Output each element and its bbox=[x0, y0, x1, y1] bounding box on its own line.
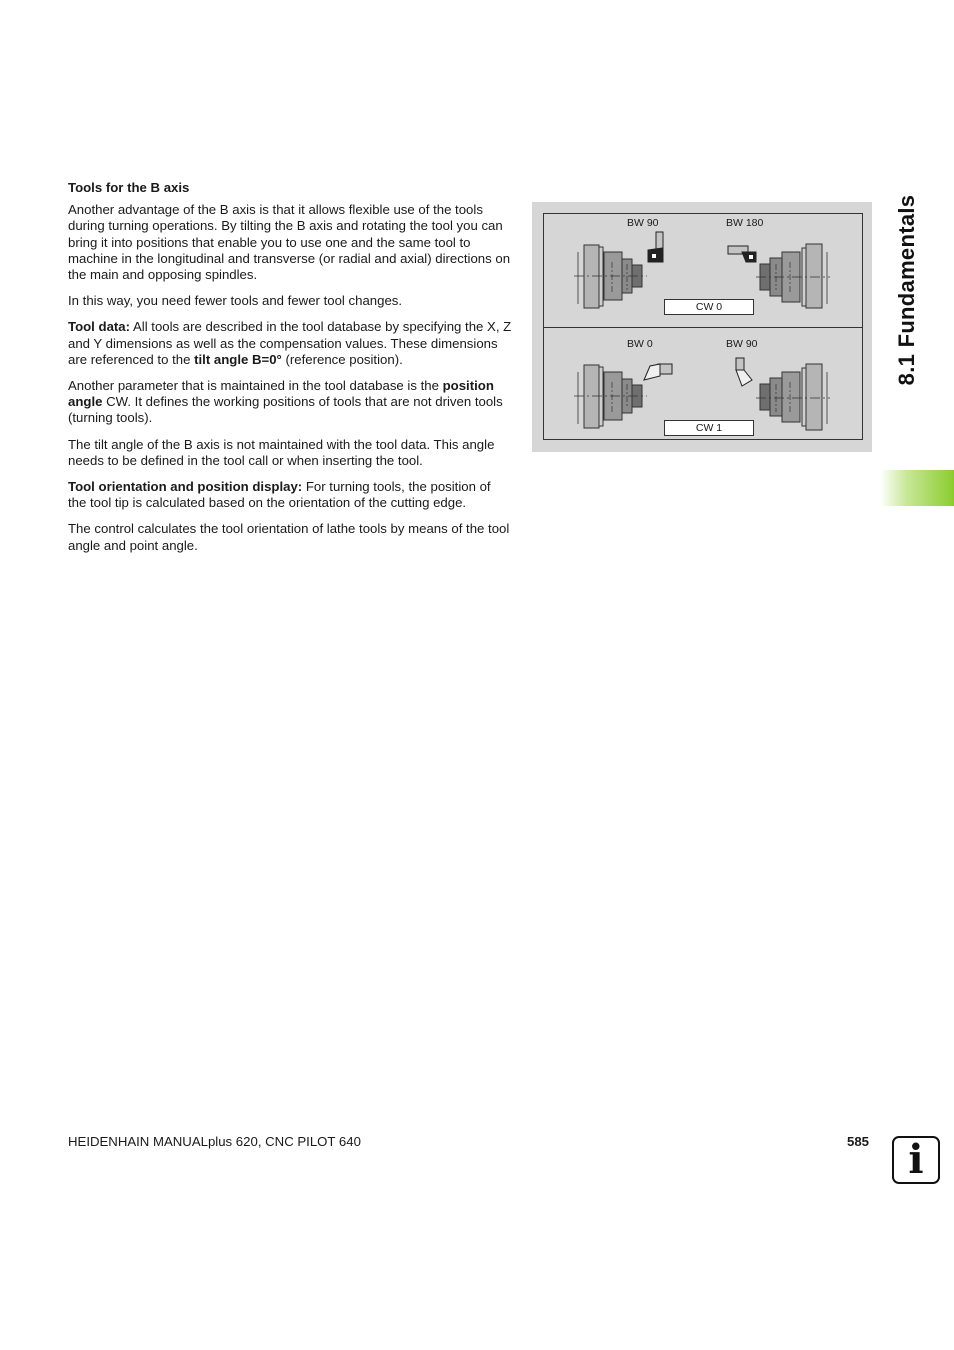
orientation-text: For turning tools, the position of the tool tip is calculated based on the orientation of the cutting edge. bbox=[68, 479, 491, 511]
footer-product: HEIDENHAIN MANUALplus 620, CNC PILOT 640 bbox=[68, 1134, 361, 1149]
section-heading: Tools for the B axis bbox=[68, 180, 190, 195]
chapter-side-title: 8.1 Fundamentals bbox=[894, 194, 919, 386]
tool-data-term: Tool data: bbox=[68, 319, 131, 335]
orientation-term: Tool orientation and position display: bbox=[68, 479, 303, 495]
info-icon-glyph: i bbox=[908, 1136, 924, 1183]
info-icon bbox=[892, 1136, 940, 1184]
paragraph-tool-data bbox=[68, 319, 512, 368]
tool-data-text-a: All tools are described in the tool database by specifying the X, Z and Y dimensions as well as the compensation values. These dimensions are referenced to the bbox=[68, 319, 512, 367]
label-top-bw180: BW 180 bbox=[726, 217, 764, 229]
page-number: 585 bbox=[847, 1134, 870, 1149]
paragraph-fewer-tools: In this way, you need fewer tools and fewer tool changes. bbox=[68, 293, 403, 309]
b-axis-tool-figure bbox=[532, 202, 872, 452]
position-angle-text-a: Another parameter that is maintained in the tool database is the bbox=[68, 378, 443, 394]
figure-drawing bbox=[532, 202, 872, 452]
label-top-bw90: BW 90 bbox=[627, 217, 659, 229]
main-text-column bbox=[68, 180, 512, 564]
label-top-cw: CW 0 bbox=[664, 299, 754, 315]
label-bottom-bw90: BW 90 bbox=[726, 338, 758, 350]
label-bottom-bw0: BW 0 bbox=[627, 338, 653, 350]
paragraph-calculation: The control calculates the tool orientation of lathe tools by means of the tool angle and point angle. bbox=[68, 521, 510, 553]
chapter-color-tab bbox=[880, 470, 954, 506]
position-angle-text-b: CW. It defines the working positions of tools that are not driven tools (turning tools). bbox=[68, 394, 503, 426]
tilt-angle-term: tilt angle B=0° bbox=[194, 351, 282, 367]
paragraph-intro: Another advantage of the B axis is that it allows flexible use of the tools during turning operations. By tilting the B axis and rotating the tool you can bring it into positions that enable you to use one and the same tool to machine in the longitudinal and transverse (or radial and axial) directions on the main and opposing spindles. bbox=[68, 202, 511, 283]
position-angle-term: position angle bbox=[68, 378, 494, 410]
paragraph-tilt-angle: The tilt angle of the B axis is not maintained with the tool data. This angle needs to be defined in the tool call or when inserting the tool. bbox=[68, 436, 495, 468]
tool-data-text-b: (reference position). bbox=[281, 351, 403, 367]
paragraph-position-angle bbox=[68, 378, 512, 427]
label-bottom-cw: CW 1 bbox=[664, 420, 754, 436]
paragraph-orientation bbox=[68, 479, 512, 511]
